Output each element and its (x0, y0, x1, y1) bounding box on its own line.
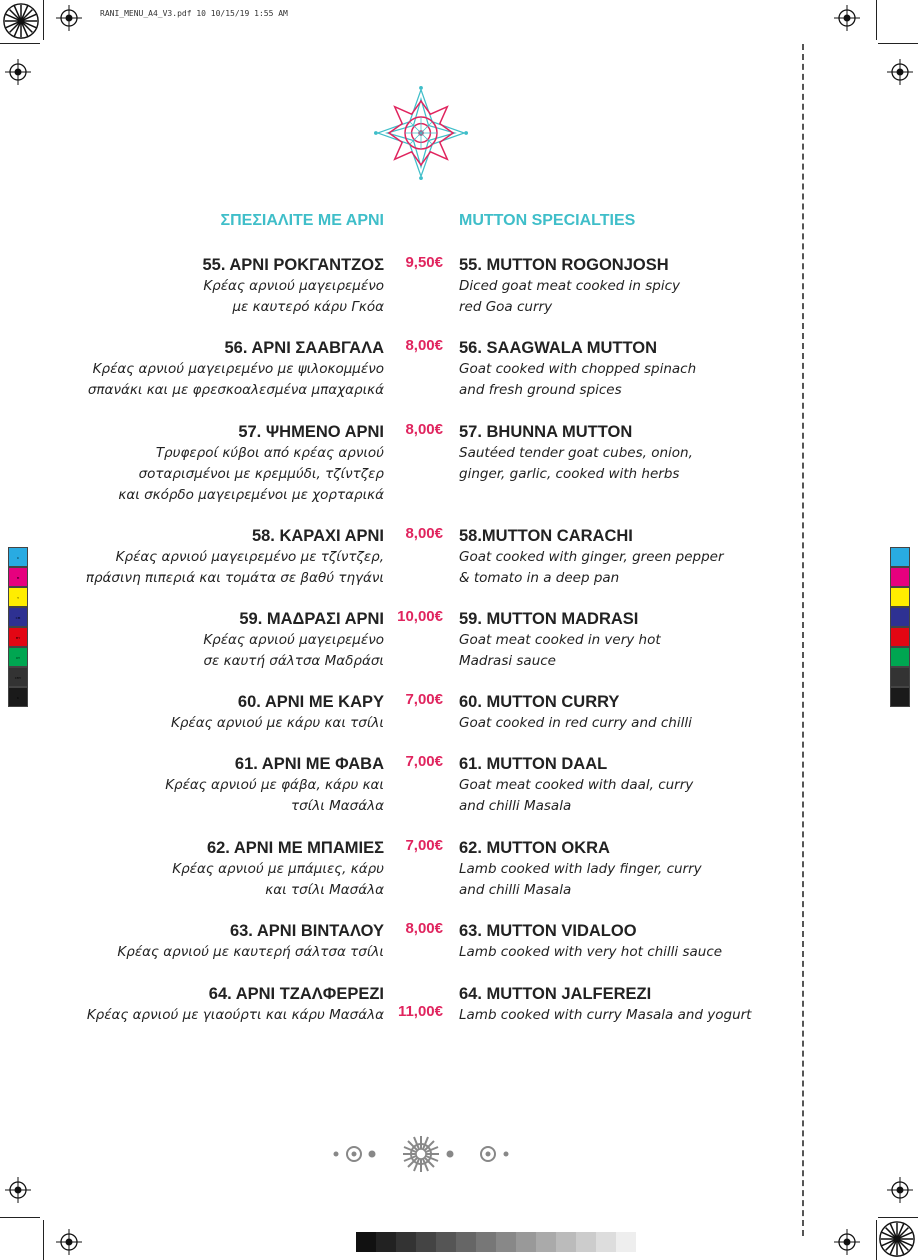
dish-description-english (459, 276, 789, 318)
registration-mark-icon (5, 1177, 31, 1203)
description-line: Sautéed tender goat cubes, onion, (459, 445, 693, 461)
description-line: & tomato in a deep pan (459, 570, 620, 586)
dish-title-english: 64. MUTTON JALFEREZI (459, 985, 652, 1003)
color-swatch (890, 667, 910, 687)
gray-swatch (476, 1232, 496, 1252)
gray-swatch (416, 1232, 436, 1252)
gray-swatch (516, 1232, 536, 1252)
gray-swatch (456, 1232, 476, 1252)
dish-title-english: 61. MUTTON DAAL (459, 755, 608, 773)
menu-item-english (459, 608, 789, 672)
description-line: Madrasi sauce (459, 653, 556, 669)
description-line: σε καυτή σάλτσα Μαδράσι (203, 653, 384, 669)
description-line: Lamb cooked with curry Masala and yogurt (459, 1007, 752, 1023)
dish-title-greek: 62. ΑΡΝΙ ΜΕ ΜΠΑΜΙΕΣ (206, 839, 384, 857)
description-line: ginger, garlic, cooked with herbs (459, 466, 680, 482)
dish-description-greek (54, 942, 384, 963)
description-line: Τρυφεροί κύβοι από κρέας αρνιού (155, 445, 384, 461)
description-line: και σκόρδο μαγειρεμένοι με χορταρικά (118, 487, 384, 503)
gray-swatch (436, 1232, 456, 1252)
trim-mark (878, 43, 918, 44)
menu-item-english (459, 691, 789, 734)
dish-title-greek: 55. ΑΡΝΙ ΡΟΚΓΑΝΤΖΟΣ (202, 256, 384, 274)
dish-title-greek: 58. ΚΑΡΑΧΙ ΑΡΝΙ (251, 527, 384, 545)
registration-mark-icon (887, 59, 913, 85)
description-line: τσίλι Μασάλα (291, 798, 384, 814)
fold-line (802, 44, 804, 1236)
dish-title-greek: 56. ΑΡΝΙ ΣΑΑΒΓΑΛΑ (224, 339, 384, 357)
dish-description-greek (54, 713, 384, 734)
dish-description-english (459, 775, 789, 817)
dish-title-english: 58.MUTTON CARACHI (459, 527, 633, 545)
gray-swatch (596, 1232, 616, 1252)
menu-item-english (459, 983, 789, 1026)
gray-swatch (396, 1232, 416, 1252)
gray-swatch (576, 1232, 596, 1252)
dish-description-greek (54, 443, 384, 506)
dish-title-english: 56. SAAGWALA MUTTON (459, 339, 658, 357)
color-swatch: M (8, 567, 28, 587)
description-line: Κρέας αρνιού μαγειρεμένο (203, 278, 384, 294)
color-swatch: Y (8, 587, 28, 607)
description-line: Κρέας αρνιού με καυτερή σάλτσα τσίλι (117, 944, 384, 960)
dish-price: 8,00€ (405, 337, 443, 354)
menu-item-greek (54, 983, 384, 1026)
registration-mark-icon (887, 1177, 913, 1203)
dish-description-greek (54, 1005, 384, 1026)
dish-price: 10,00€ (397, 608, 443, 625)
starburst-mark-icon (878, 1220, 916, 1258)
gray-swatch (616, 1232, 636, 1252)
dish-title-english: 63. MUTTON VIDALOO (459, 922, 637, 940)
dish-description-greek (54, 859, 384, 901)
dish-price: 9,50€ (405, 254, 443, 271)
gray-swatch (356, 1232, 376, 1252)
color-swatch: MY (8, 627, 28, 647)
dish-description-english (459, 942, 789, 963)
menu-item-greek (54, 337, 384, 401)
menu-item-greek (54, 608, 384, 672)
dish-description-english (459, 1005, 789, 1026)
menu-item-english (459, 525, 789, 589)
color-swatch: CY (8, 647, 28, 667)
color-swatch (890, 567, 910, 587)
registration-mark-icon (834, 1229, 860, 1255)
description-line: Κρέας αρνιού με κάρυ και τσίλι (170, 715, 384, 731)
dish-price: 8,00€ (405, 525, 443, 542)
dish-title-greek: 59. ΜΑΔΡΑΣΙ ΑΡΝΙ (239, 610, 384, 628)
dish-description-greek (54, 359, 384, 401)
color-swatch (890, 687, 910, 707)
description-line: με καυτερό κάρυ Γκόα (232, 299, 384, 315)
menu-item-english (459, 837, 789, 901)
description-line: σοταρισμένοι με κρεμμύδι, τζίντζερ (138, 466, 384, 482)
dish-title-english: 57. BHUNNA MUTTON (459, 423, 633, 441)
trim-mark (43, 1220, 44, 1260)
dish-price: 7,00€ (405, 691, 443, 708)
dish-title-english: 55. MUTTON ROGONJOSH (459, 256, 669, 274)
description-line: σπανάκι και με φρεσκοαλεσμένα μπαχαρικά (87, 382, 384, 398)
dish-price: 7,00€ (405, 753, 443, 770)
registration-mark-icon (5, 59, 31, 85)
mandala-ornament-icon (374, 86, 468, 180)
dish-description-english (459, 713, 789, 734)
registration-mark-icon (56, 5, 82, 31)
description-line: Goat meat cooked in very hot (459, 632, 661, 648)
description-line: and chilli Masala (459, 798, 572, 814)
dish-title-english: 62. MUTTON OKRA (459, 839, 610, 857)
registration-mark-icon (56, 1229, 82, 1255)
print-slug: RANI_MENU_A4_V3.pdf 10 10/15/19 1:55 AM (100, 9, 288, 18)
section-heading-greek: ΣΠΕΣΙΑΛΙΤΕ ΜΕ ΑΡΝΙ (220, 212, 384, 229)
gray-swatch (536, 1232, 556, 1252)
dish-description-english (459, 359, 789, 401)
section-heading-english: MUTTON SPECIALTIES (459, 212, 636, 229)
description-line: Diced goat meat cooked in spicy (459, 278, 681, 294)
color-swatch (890, 627, 910, 647)
description-line: Κρέας αρνιού μαγειρεμένο (203, 632, 384, 648)
color-swatch: C (8, 547, 28, 567)
description-line: Goat meat cooked with daal, curry (459, 777, 694, 793)
menu-item-english (459, 753, 789, 817)
description-line: red Goa curry (459, 299, 553, 315)
dish-description-greek (54, 775, 384, 817)
color-calibration-bar-right (890, 547, 910, 707)
dish-description-greek (54, 276, 384, 318)
description-line: Κρέας αρνιού μαγειρεμένο με τζίντζερ, (115, 549, 384, 565)
trim-mark (876, 1220, 877, 1260)
menu-item-greek (54, 753, 384, 817)
color-swatch: K (8, 687, 28, 707)
registration-mark-icon (834, 5, 860, 31)
trim-mark (43, 0, 44, 40)
trim-mark (878, 1217, 918, 1218)
color-swatch (890, 647, 910, 667)
description-line: Goat cooked with ginger, green pepper (459, 549, 724, 565)
divider-ornament-icon (330, 1134, 512, 1174)
dish-title-greek: 63. ΑΡΝΙ ΒΙΝΤΑΛΟΥ (229, 922, 384, 940)
menu-item-greek (54, 525, 384, 589)
grayscale-calibration-bar (356, 1232, 636, 1252)
dish-price: 8,00€ (405, 920, 443, 937)
starburst-mark-icon (2, 2, 40, 40)
dish-title-greek: 64. ΑΡΝΙ ΤΖΑΛΦΕΡΕΖΙ (208, 985, 384, 1003)
description-line: Lamb cooked with very hot chilli sauce (459, 944, 723, 960)
menu-item-english (459, 920, 789, 963)
dish-description-english (459, 630, 789, 672)
dish-description-english (459, 443, 789, 485)
description-line: πράσινη πιπεριά και τομάτα σε βαθύ τηγάνι (85, 570, 384, 586)
menu-item-english (459, 254, 789, 318)
gray-swatch (376, 1232, 396, 1252)
color-swatch: CM (8, 607, 28, 627)
description-line: Goat cooked with chopped spinach (459, 361, 697, 377)
color-swatch: CMY (8, 667, 28, 687)
menu-item-greek (54, 421, 384, 506)
dish-title-english: 60. MUTTON CURRY (459, 693, 620, 711)
menu-item-greek (54, 691, 384, 734)
dish-description-greek (54, 547, 384, 589)
dish-price: 11,00€ (397, 1003, 443, 1020)
description-line: and fresh ground spices (459, 382, 622, 398)
description-line: Κρέας αρνιού μαγειρεμένο με ψιλοκομμένο (92, 361, 384, 377)
trim-mark (876, 0, 877, 40)
menu-item-greek (54, 254, 384, 318)
dish-title-english: 59. MUTTON MADRASI (459, 610, 639, 628)
dish-description-english (459, 547, 789, 589)
menu-item-english (459, 337, 789, 401)
dish-title-greek: 60. ΑΡΝΙ ΜΕ ΚΑΡΥ (237, 693, 384, 711)
dish-price: 7,00€ (405, 837, 443, 854)
description-line: Goat cooked in red curry and chilli (459, 715, 692, 731)
dish-price: 8,00€ (405, 421, 443, 438)
description-line: Κρέας αρνιού με φάβα, κάρυ και (165, 777, 384, 793)
dish-description-english (459, 859, 789, 901)
dish-title-greek: 61. ΑΡΝΙ ΜΕ ΦΑΒΑ (234, 755, 384, 773)
dish-title-greek: 57. ΨΗΜΕΝΟ ΑΡΝΙ (238, 423, 384, 441)
menu-item-greek (54, 837, 384, 901)
color-swatch (890, 587, 910, 607)
gray-swatch (496, 1232, 516, 1252)
description-line: Κρέας αρνιού με γιαούρτι και κάρυ Μασάλα (86, 1007, 384, 1023)
gray-swatch (556, 1232, 576, 1252)
trim-mark (0, 1217, 40, 1218)
color-swatch (890, 607, 910, 627)
menu-item-english (459, 421, 789, 485)
dish-description-greek (54, 630, 384, 672)
trim-mark (0, 43, 40, 44)
description-line: Κρέας αρνιού με μπάμιες, κάρυ (172, 861, 384, 877)
color-calibration-bar-left (8, 547, 28, 707)
description-line: και τσίλι Μασάλα (265, 882, 384, 898)
description-line: Lamb cooked with lady finger, curry (459, 861, 702, 877)
description-line: and chilli Masala (459, 882, 572, 898)
menu-item-greek (54, 920, 384, 963)
color-swatch (890, 547, 910, 567)
